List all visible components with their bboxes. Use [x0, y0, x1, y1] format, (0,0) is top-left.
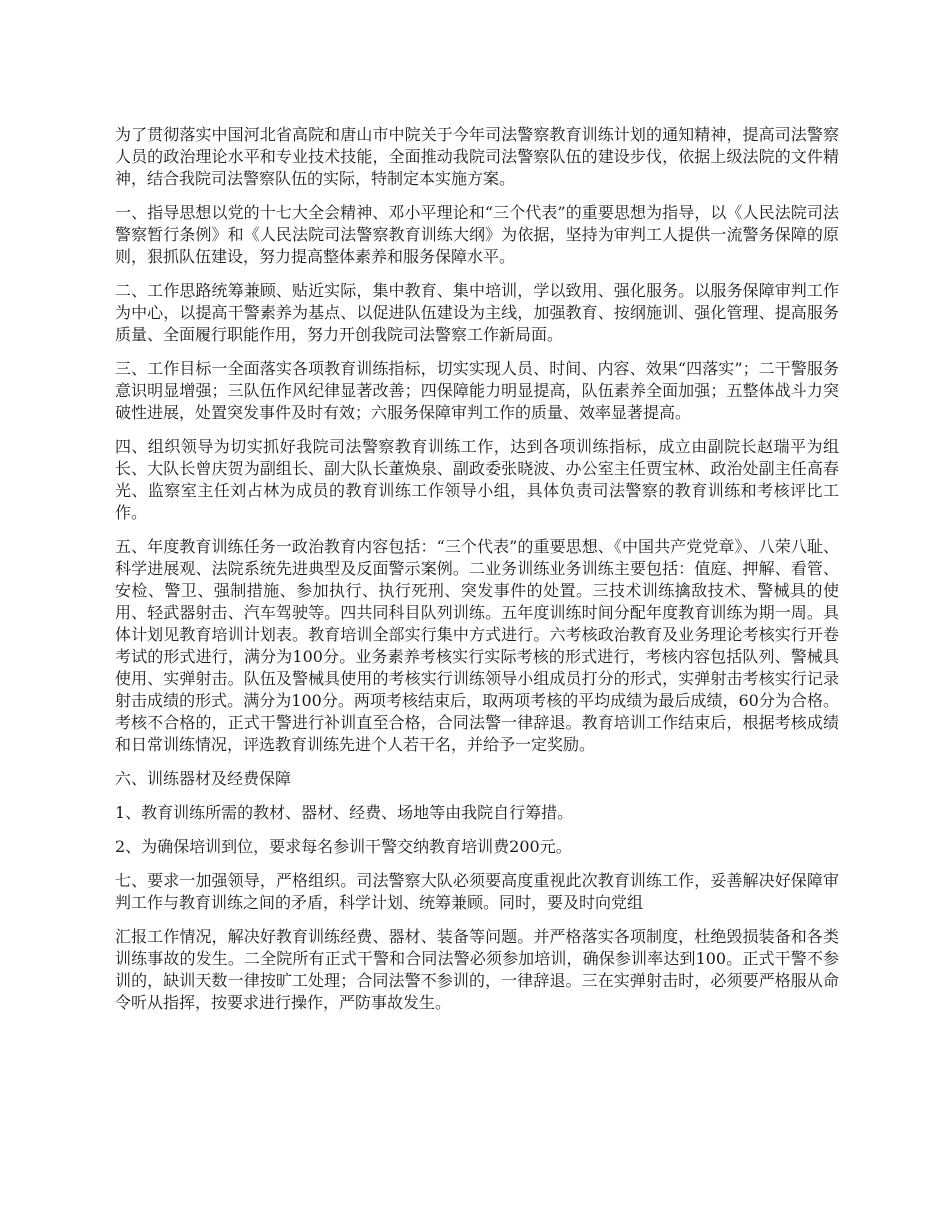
paragraph-equipment-item-2: 2、为确保培训到位，要求每名参训干警交纳教育培训费200元。	[115, 837, 572, 856]
paragraph-equipment-heading: 六、训练器材及经费保障	[115, 769, 292, 788]
paragraph-guiding-ideology: 一、指导思想以党的十七大全会精神、邓小平理论和“三个代表”的重要思想为指导，以《人民法院司法警察暂行条例》和《人民法院司法警察教育训练大纲》为依据，坚持为审判工人提供一流警务保障的原则，狠抓队伍建设，努力提高整体素养和服务保障水平。	[115, 203, 839, 266]
paragraph-annual-tasks: 五、年度教育训练任务一政治教育内容包括：“三个代表”的重要思想、《中国共产党党章》、八荣八耻、科学进展观、法院系统先进典型及反面警示案例。二业务训练业务训练主要包括：值庭、押解、看管、安检、警卫、强制措施、参加执行、执行死刑、突发事件的处置。三技术训练擒敌技术、警械具的使用、轻武器射击、汽车驾驶等。四共同科目队列训练。五年度训练时间分配年度教育训练为期一周。具体计划见教育培训计划表。教育培训全部实行集中方式进行。六考核政治教育及业务理论考核实行开卷考试的形式进行，满分为100分。业务素养考核实行实际考核的形式进行，考核内容包括队列、警械具使用、实弹射击。队伍及警械具使用的考核实行训练领导小组成员打分的形式，实弹射击考核实行记录射击成绩的形式。满分为100分。两项考核结束后，取两项考核的平均成绩为最后成绩，60分为合格。考核不合格的，正式干警进行补训直至合格，合同法警一律辞退。教育培训工作结束后，根据考核成绩和日常训练情况，评选教育训练先进个人若干名，并给予一定奖励。	[115, 537, 839, 754]
document-page	[115, 124, 839, 1026]
paragraph-requirements-continued: 汇报工作情况，解决好教育训练经费、器材、装备等问题。并严格落实各项制度，杜绝毁损装备和各类训练事故的发生。二全院所有正式干警和合同法警必须参加培训，确保参训率达到100。正式干警不参训的，缺训天数一律按旷工处理；合同法警不参训的，一律辞退。三在实弹射击时，必须要严格服从命令听从指挥，按要求进行操作，严防事故发生。	[115, 927, 839, 1012]
paragraph-work-approach: 二、工作思路统筹兼顾、贴近实际，集中教育、集中培训，学以致用、强化服务。以服务保障审判工作为中心，以提高干警素养为基点、以促进队伍建设为主线，加强教育、按纲施训、强化管理、提高服务质量、全面履行职能作用，努力开创我院司法警察工作新局面。	[115, 281, 839, 344]
paragraph-requirements: 七、要求一加强领导，严格组织。司法警察大队必须要高度重视此次教育训练工作，妥善解决好保障审判工作与教育训练之间的矛盾，科学计划、统筹兼顾。同时，要及时向党组	[115, 871, 839, 912]
paragraph-intro: 为了贯彻落实中国河北省高院和唐山市中院关于今年司法警察教育训练计划的通知精神，提高司法警察人员的政治理论水平和专业技术技能，全面推动我院司法警察队伍的建设步伐，依据上级法院的文件精神，结合我院司法警察队伍的实际，特制定本实施方案。	[115, 125, 839, 188]
paragraph-work-goals: 三、工作目标一全面落实各项教育训练指标，切实实现人员、时间、内容、效果“四落实”；二干警服务意识明显增强；三队伍作风纪律显著改善；四保障能力明显提高，队伍素养全面加强；五整体战斗力突破性进展，处置突发事件及时有效；六服务保障审判工作的质量、效率显著提高。	[115, 359, 839, 422]
paragraph-organization: 四、组织领导为切实抓好我院司法警察教育训练工作，达到各项训练指标，成立由副院长赵瑞平为组长、大队长曾庆贺为副组长、副大队长董焕泉、副政委张晓波、办公室主任贾宝林、政治处副主任高春光、监察室主任刘占林为成员的教育训练工作领导小组，具体负责司法警察的教育训练和考核评比工作。	[115, 437, 839, 522]
paragraph-equipment-item-1: 1、教育训练所需的教材、器材、经费、场地等由我院自行筹措。	[115, 803, 574, 822]
